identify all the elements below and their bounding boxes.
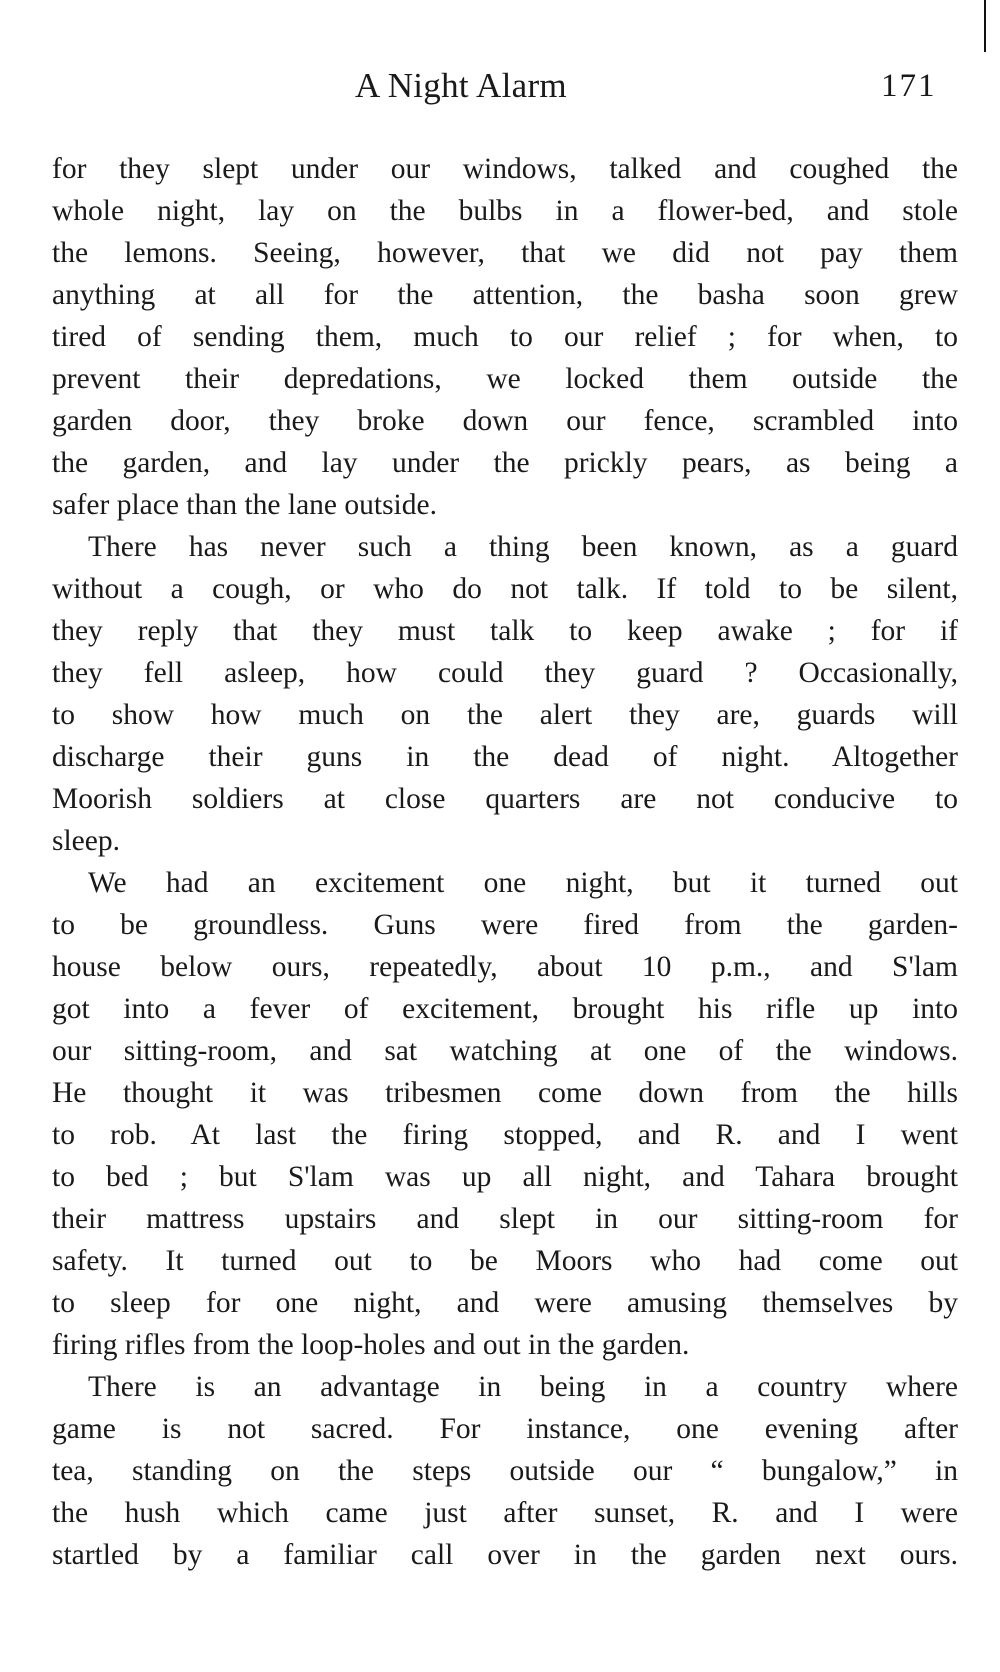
text-line: safety. It turned out to be Moors who had come out	[52, 1245, 958, 1277]
text-line: they fell asleep, how could they guard ? Occasionally,	[52, 657, 958, 689]
text-line: We had an excitement one night, but it turned out	[88, 867, 958, 899]
running-head	[0, 66, 1000, 114]
text-line: tired of sending them, much to our relief ; for when, to	[52, 321, 958, 353]
text-line: sleep.	[52, 825, 120, 857]
text-line: to rob. At last the firing stopped, and R. and I went	[52, 1119, 958, 1151]
text-line: There is an advantage in being in a country where	[88, 1371, 958, 1403]
text-line: firing rifles from the loop-holes and out in the garden.	[52, 1329, 690, 1361]
text-line: He thought it was tribesmen come down from the hills	[52, 1077, 958, 1109]
text-line: prevent their depredations, we locked them outside the	[52, 363, 958, 395]
text-line: garden door, they broke down our fence, scrambled into	[52, 405, 958, 437]
text-line: the garden, and lay under the prickly pears, as being a	[52, 447, 958, 479]
text-line: There has never such a thing been known, as a guard	[88, 531, 958, 563]
text-line: to bed ; but S'lam was up all night, and Tahara brought	[52, 1161, 958, 1193]
text-line: our sitting-room, and sat watching at one of the windows.	[52, 1035, 958, 1067]
text-line: discharge their guns in the dead of night. Altogether	[52, 741, 958, 773]
text-line: whole night, lay on the bulbs in a flower-bed, and stole	[52, 195, 958, 227]
text-line: their mattress upstairs and slept in our sitting-room for	[52, 1203, 958, 1235]
text-line: the hush which came just after sunset, R. and I were	[52, 1497, 958, 1529]
text-line: startled by a familiar call over in the garden next ours.	[52, 1539, 958, 1571]
text-line: anything at all for the attention, the basha soon grew	[52, 279, 958, 311]
text-line: Moorish soldiers at close quarters are not conducive to	[52, 783, 958, 815]
text-line: they reply that they must talk to keep awake ; for if	[52, 615, 958, 647]
text-line: to be groundless. Guns were fired from the garden-	[52, 909, 958, 941]
page-number: 171	[881, 68, 937, 104]
text-line: to sleep for one night, and were amusing themselves by	[52, 1287, 958, 1319]
text-line: got into a fever of excitement, brought his rifle up into	[52, 993, 958, 1025]
text-line: tea, standing on the steps outside our “ bungalow,” in	[52, 1455, 958, 1487]
running-title: A Night Alarm	[355, 66, 567, 105]
body-text	[52, 148, 958, 1576]
text-line: the lemons. Seeing, however, that we did not pay them	[52, 237, 958, 269]
text-line: to show how much on the alert they are, guards will	[52, 699, 958, 731]
text-line: house below ours, repeatedly, about 10 p.m., and S'lam	[52, 951, 958, 983]
text-line: for they slept under our windows, talked and coughed the	[52, 153, 958, 185]
text-line: game is not sacred. For instance, one evening after	[52, 1413, 958, 1445]
text-line: safer place than the lane outside.	[52, 489, 437, 521]
page-edge-mark	[984, 0, 986, 52]
text-line: without a cough, or who do not talk. If told to be silent,	[52, 573, 958, 605]
